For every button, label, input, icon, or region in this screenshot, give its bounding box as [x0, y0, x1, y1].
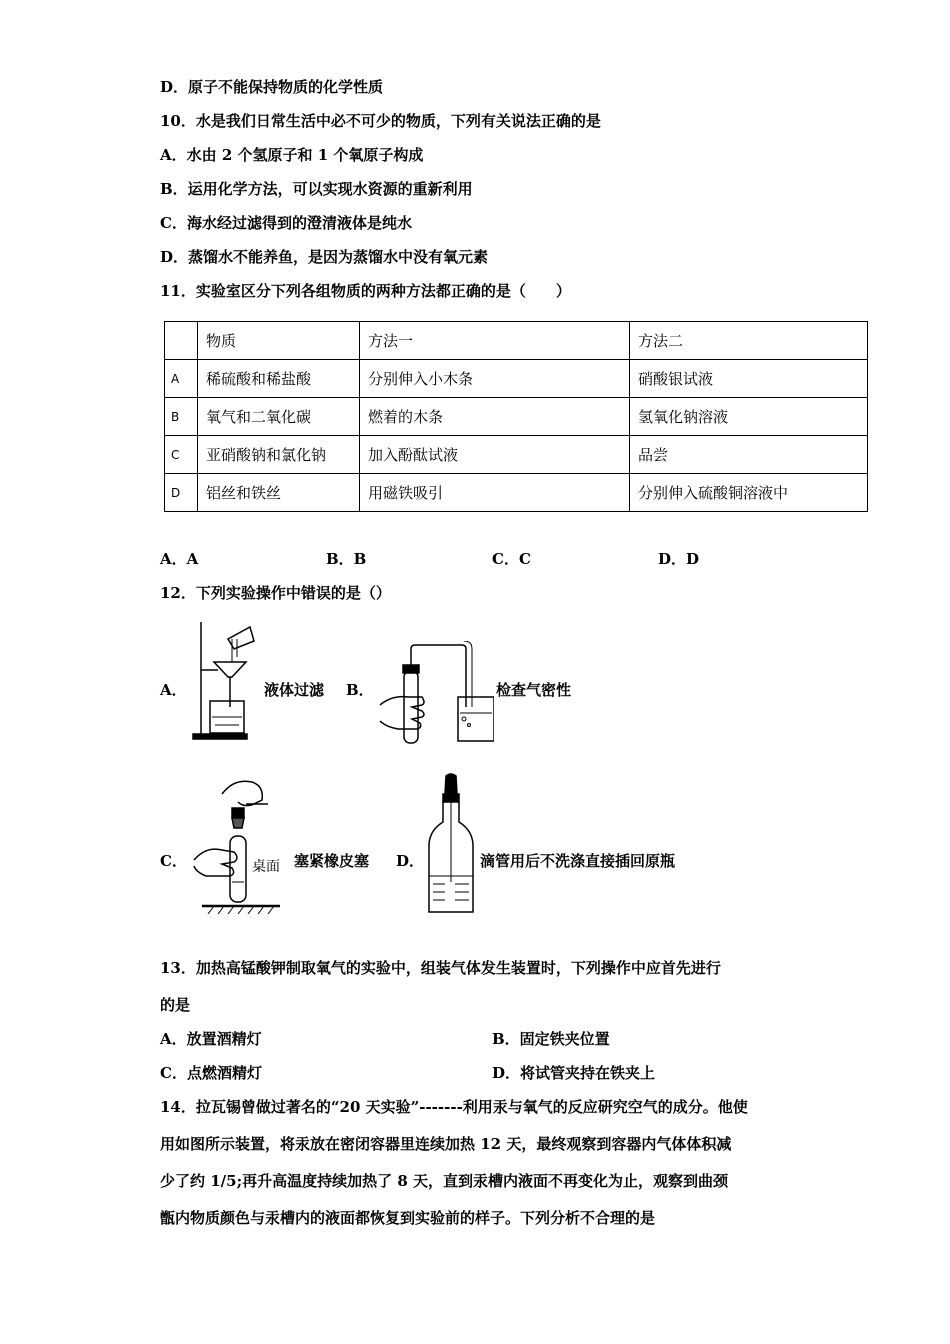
table-cell: 加入酚酞试液 [360, 436, 630, 474]
q12-desk-label: 桌面 [252, 859, 280, 875]
filtration-apparatus-icon [188, 617, 260, 743]
q12-option-d-caption: 滴管用后不洗涤直接插回原瓶 [480, 852, 676, 870]
table-header-cell: 方法一 [360, 322, 630, 360]
table-cell: B [165, 398, 198, 436]
q13-option-b: B．固定铁夹位置 [492, 1030, 610, 1048]
table-header-row [165, 322, 868, 360]
table-cell: 亚硝酸钠和氯化钠 [198, 436, 360, 474]
table-header-cell: 方法二 [630, 322, 868, 360]
table-row [165, 398, 868, 436]
table-row [165, 360, 868, 398]
table-cell: 氢氧化钠溶液 [630, 398, 868, 436]
q14-line2: 用如图所示装置，将汞放在密闭容器里连续加热 12 天，最终观察到容器内气体体积减 [160, 1135, 732, 1153]
q10-option-c: C．海水经过滤得到的澄清液体是纯水 [160, 214, 412, 232]
q12-option-c-letter: C． [160, 852, 187, 870]
table-cell: 硝酸银试液 [630, 360, 868, 398]
q11-answer-c: C．C [492, 550, 531, 568]
table-cell: 氧气和二氧化碳 [198, 398, 360, 436]
dropper-bottle-icon [426, 772, 476, 914]
table-header-cell [165, 322, 198, 360]
q11-answer-d: D．D [658, 550, 700, 568]
table-cell: C [165, 436, 198, 474]
table-row [165, 474, 868, 512]
q12-option-b-letter: B． [346, 681, 374, 699]
stopper-insertion-apparatus-icon [192, 774, 292, 914]
q10-option-d: D．蒸馏水不能养鱼，是因为蒸馏水中没有氧元素 [160, 248, 489, 266]
q12-option-c-caption: 塞紧橡皮塞 [294, 852, 370, 870]
table-row [165, 436, 868, 474]
q11-answer-a: A．A [160, 550, 199, 568]
table-cell: 稀硫酸和稀盐酸 [198, 360, 360, 398]
q10-option-a: A．水由 2 个氢原子和 1 个氧原子构成 [160, 146, 424, 164]
table-cell: D [165, 474, 198, 512]
q12-option-b-caption: 检查气密性 [496, 681, 572, 699]
q14-line1: 14．拉瓦锡曾做过著名的“20 天实验”-------利用汞与氧气的反应研究空气的成分。他使 [160, 1098, 748, 1116]
q13-stem-line2: 的是 [160, 996, 191, 1014]
q11-answer-b: B．B [326, 550, 367, 568]
q11-stem: 11．实验室区分下列各组物质的两种方法都正确的是（ ） [160, 282, 571, 300]
q10-option-b: B．运用化学方法，可以实现水资源的重新利用 [160, 180, 473, 198]
q14-line4: 甑内物质颜色与汞槽内的液面都恢复到实验前的样子。下列分析不合理的是 [160, 1209, 656, 1227]
q11-table [164, 321, 868, 512]
table-cell: 燃着的木条 [360, 398, 630, 436]
q12-option-a-caption: 液体过滤 [264, 681, 325, 699]
q9-option-d: D．原子不能保持物质的化学性质 [160, 78, 384, 96]
table-cell: 用磁铁吸引 [360, 474, 630, 512]
q12-stem: 12．下列实验操作中错误的是（） [160, 584, 391, 602]
q13-option-a: A．放置酒精灯 [160, 1030, 262, 1048]
table-cell: 分别伸入小木条 [360, 360, 630, 398]
table-cell: 分别伸入硫酸铜溶液中 [630, 474, 868, 512]
table-cell: A [165, 360, 198, 398]
q12-option-d-letter: D． [396, 852, 425, 870]
q14-line3: 少了约 1/5;再升高温度持续加热了 8 天，直到汞槽内液面不再变化为止，观察到曲颈 [160, 1172, 728, 1190]
table-header-cell: 物质 [198, 322, 360, 360]
q10-stem: 10．水是我们日常生活中必不可少的物质，下列有关说法正确的是 [160, 112, 601, 130]
q13-option-c: C．点燃酒精灯 [160, 1064, 262, 1082]
q12-option-a-letter: A． [160, 681, 187, 699]
table-cell: 品尝 [630, 436, 868, 474]
airtightness-check-apparatus-icon [378, 641, 494, 745]
q13-stem-line1: 13．加热高锰酸钾制取氧气的实验中，组装气体发生装置时，下列操作中应首先进行 [160, 959, 721, 977]
q13-option-d: D．将试管夹持在铁夹上 [492, 1064, 656, 1082]
table-cell: 铝丝和铁丝 [198, 474, 360, 512]
